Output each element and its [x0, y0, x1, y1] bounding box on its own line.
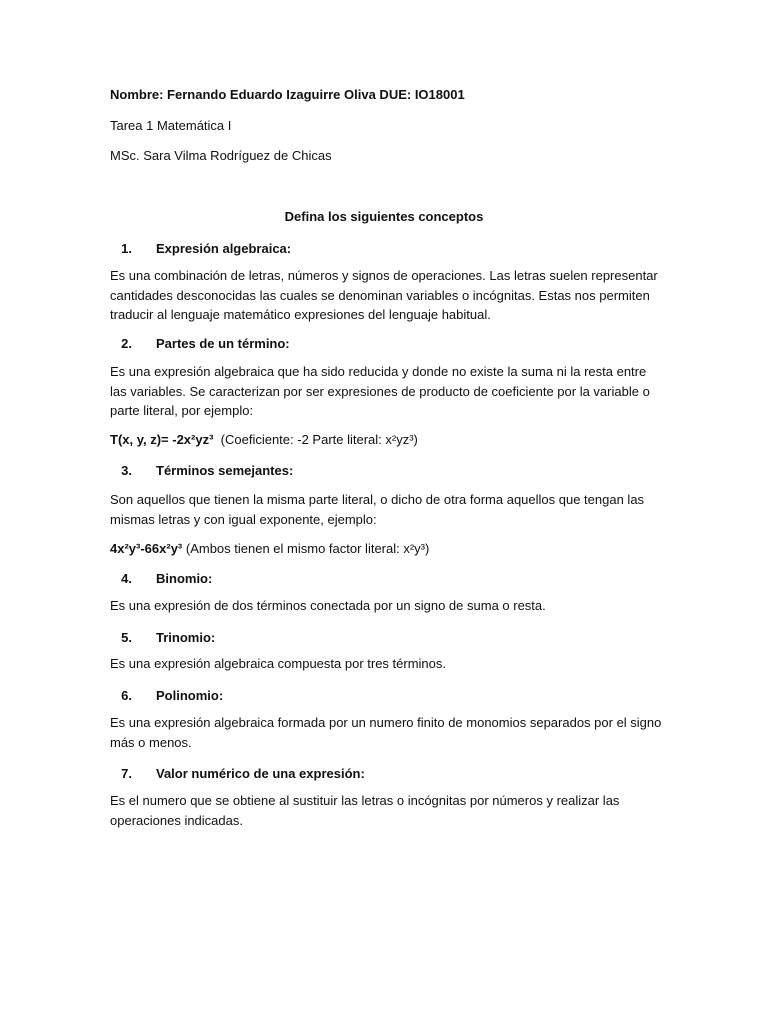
item-number: 3. — [121, 463, 132, 478]
teacher-name — [110, 148, 332, 164]
paragraph-partes-termino: Es una expresión algebraica que ha sido reducida y donde no existe la suma ni la resta entre las variables. Se caracterizan por ser expresiones de producto de coeficiente por la variable o parte literal, por ejemplo: — [110, 364, 650, 418]
heading-label: Términos semejantes: — [156, 463, 294, 478]
heading-label: Partes de un término: — [156, 336, 290, 351]
paragraph-polinomio: Es una expresión algebraica formada por un numero finito de monomios separados por el signo más o menos. — [110, 715, 662, 750]
heading-label: Polinomio: — [156, 688, 224, 703]
example-partes-termino — [110, 432, 418, 448]
paragraph-valor-numerico: Es el numero que se obtiene al sustituir las letras o incógnitas por números y realizar las operaciones indicadas. — [110, 793, 620, 828]
item-number: 2. — [121, 336, 132, 351]
assignment-title — [110, 118, 231, 134]
heading-polinomio — [110, 688, 223, 704]
heading-valor-numerico — [110, 766, 365, 782]
heading-terminos-semejantes — [110, 463, 293, 479]
item-number: 1. — [121, 241, 132, 256]
section-title: Defina los siguientes conceptos — [284, 209, 484, 224]
example-expression: 4x²y³-66x²y³ — [110, 541, 183, 556]
heading-label: Valor numérico de una expresión: — [156, 766, 365, 781]
paragraph-binomio: Es una expresión de dos términos conectada por un signo de suma o resta. — [110, 598, 546, 613]
paragraph-terminos-semejantes: Son aquellos que tienen la misma parte literal, o dicho de otra forma aquellos que tengan las mismas letras y con igual exponente, ejemplo: — [110, 492, 645, 527]
student-name-line — [110, 87, 465, 103]
item-number: 6. — [121, 688, 132, 703]
heading-label: Expresión algebraica: — [156, 241, 292, 256]
heading-expresion-algebraica — [110, 241, 291, 257]
example-explanation: (Ambos tienen el mismo factor literal: x²y³) — [182, 541, 430, 556]
heading-label: Binomio: — [156, 571, 213, 586]
assignment-label: Tarea 1 Matemática I — [110, 118, 232, 133]
item-number: 4. — [121, 571, 132, 586]
example-expression: T(x, y, z)= -2x²yz³ — [110, 432, 214, 447]
heading-binomio — [110, 571, 212, 587]
example-terminos-semejantes — [110, 541, 429, 557]
paragraph-trinomio: Es una expresión algebraica compuesta por tres términos. — [110, 656, 447, 671]
student-name: Nombre: Fernando Eduardo Izaguirre Oliva DUE: IO18001 — [110, 87, 465, 102]
item-number: 7. — [121, 766, 132, 781]
paragraph-expresion-algebraica: Es una combinación de letras, números y signos de operaciones. Las letras suelen representar cantidades desconocidas las cuales se denominan variables o incógnitas. Estas nos permiten traducir al lenguaje matemático expresiones del lenguaje habitual. — [110, 268, 658, 322]
example-explanation: (Coeficiente: -2 Parte literal: x²yz³) — [213, 432, 418, 447]
heading-trinomio — [110, 630, 215, 646]
item-number: 5. — [121, 630, 132, 645]
heading-partes-termino — [110, 336, 290, 352]
heading-label: Trinomio: — [156, 630, 216, 645]
teacher-label: MSc. Sara Vilma Rodríguez de Chicas — [110, 148, 332, 163]
